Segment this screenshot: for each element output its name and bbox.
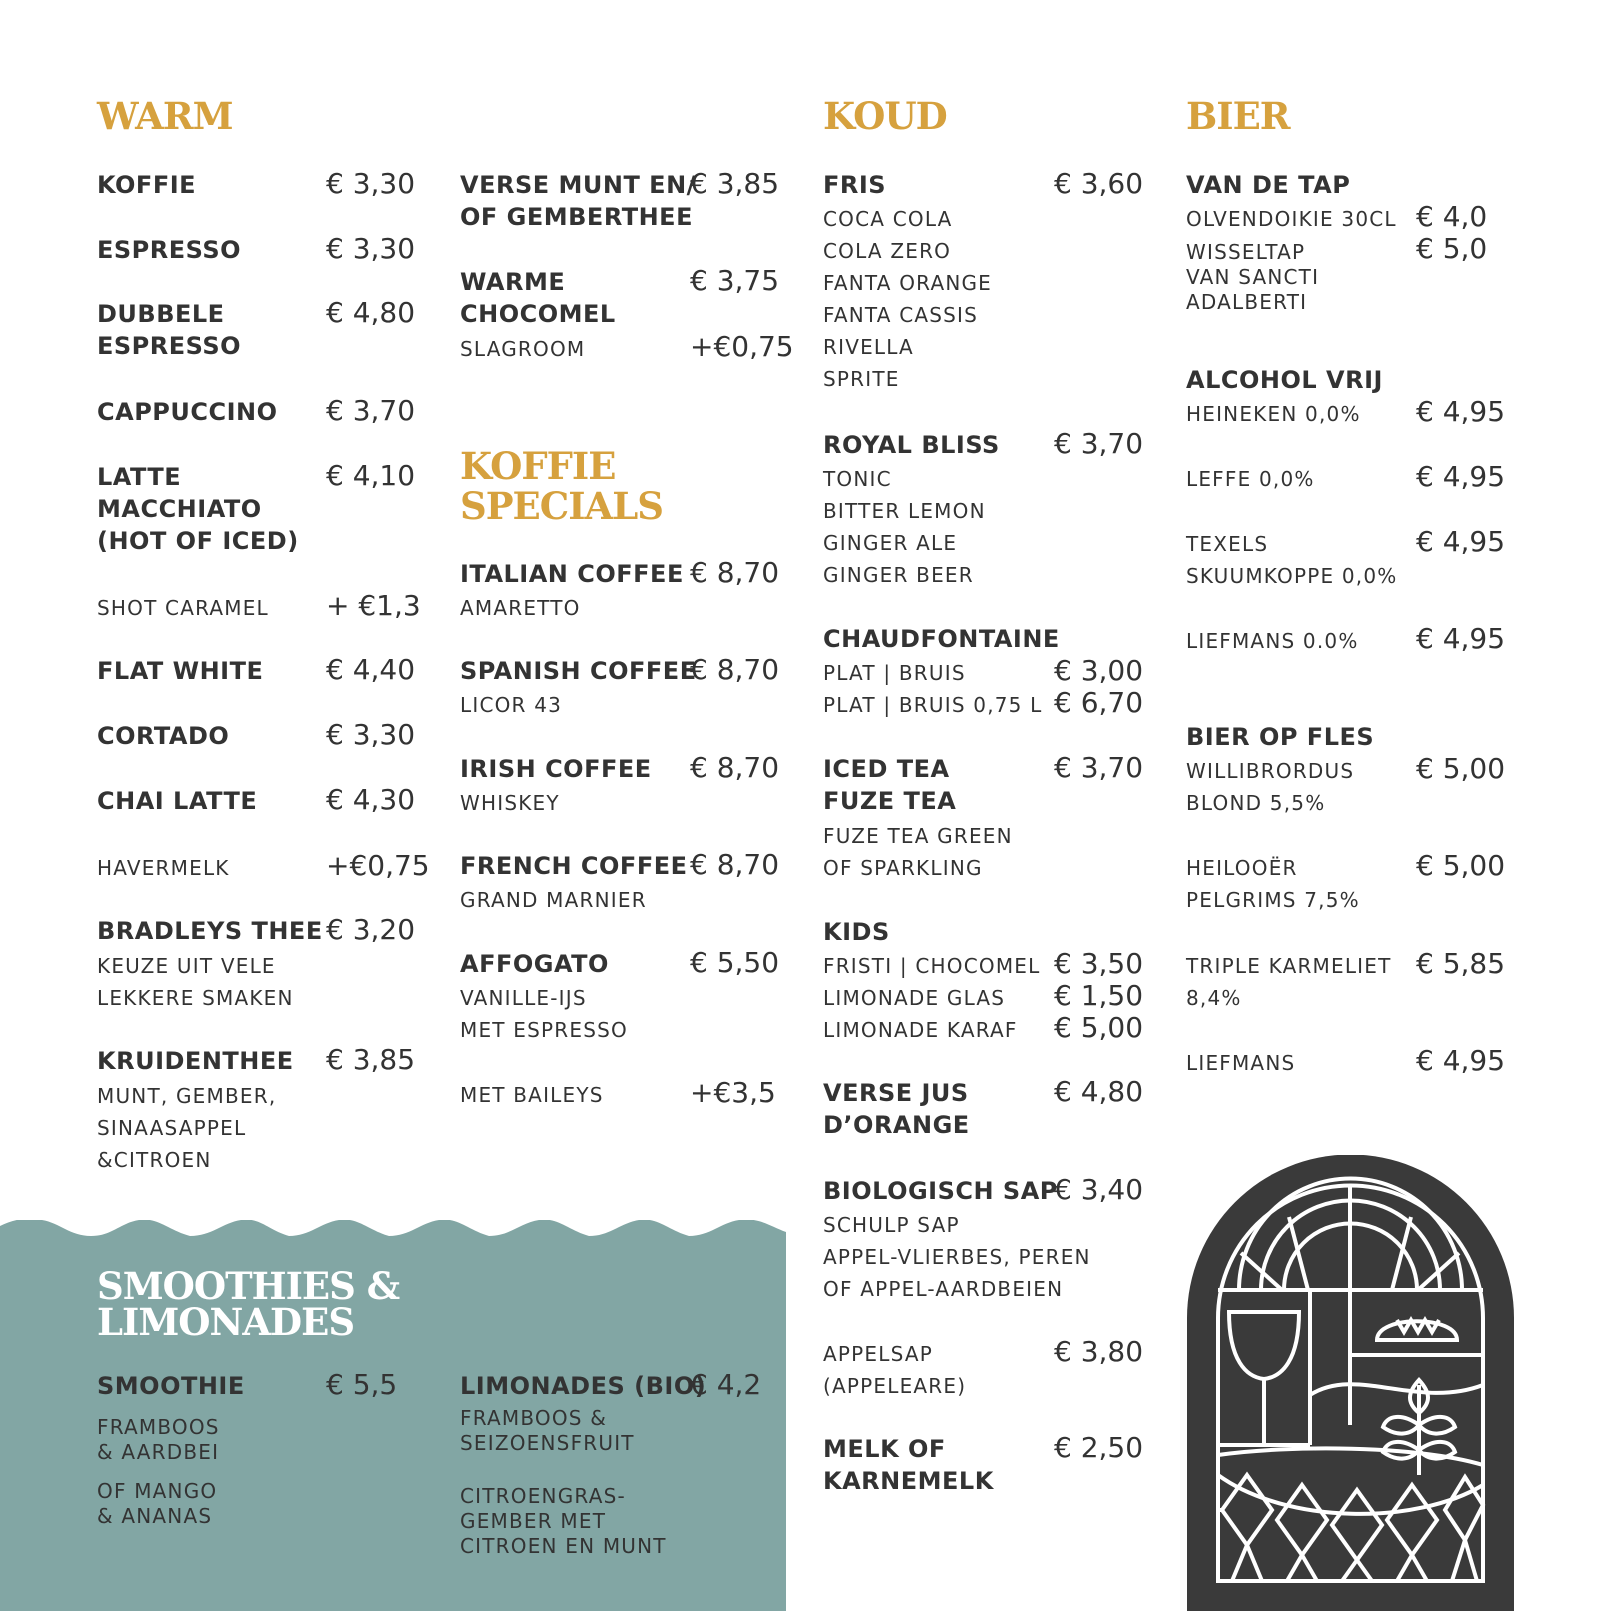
texels-item: TEXELS SKUUMKOPPE 0,0% bbox=[1186, 532, 1398, 588]
espresso-price: € 3,30 bbox=[326, 232, 416, 265]
triple-karmeliet-item: TRIPLE KARMELIET 8,4% bbox=[1186, 954, 1392, 1010]
kids-item: KIDS bbox=[823, 918, 890, 946]
willibrordus-item: WILLIBRORDUS BLOND 5,5% bbox=[1186, 759, 1355, 815]
appelsap-price: € 3,80 bbox=[1054, 1335, 1144, 1368]
koffie-price: € 3,30 bbox=[326, 167, 416, 200]
chai-latte-price: € 4,30 bbox=[326, 783, 416, 816]
iced-tea-price: € 3,70 bbox=[1054, 751, 1144, 784]
chaudfontaine-option-1: PLAT | BRUIS bbox=[823, 661, 966, 685]
limonades-flavor-2: CITROENGRAS- GEMBER MET CITROEN EN MUNT bbox=[460, 1484, 667, 1558]
cappuccino-item: CAPPUCCINO bbox=[97, 398, 278, 426]
biologisch-sap-price: € 3,40 bbox=[1054, 1173, 1144, 1206]
italian-coffee-item: ITALIAN COFFEE bbox=[460, 560, 684, 588]
limonades-price: € 4,2 bbox=[690, 1368, 762, 1401]
met-baileys-price: +€3,5 bbox=[690, 1076, 776, 1109]
alcohol-vrij-item: ALCOHOL VRIJ bbox=[1186, 366, 1383, 394]
melk-price: € 2,50 bbox=[1054, 1431, 1144, 1464]
biologisch-sap-options: SCHULP SAP APPEL-VLIERBES, PEREN OF APPEL-AARDBEIEN bbox=[823, 1213, 1091, 1301]
smoothie-price: € 5,5 bbox=[326, 1368, 398, 1401]
irish-coffee-item: IRISH COFFEE bbox=[460, 755, 652, 783]
van-de-tap-item: VAN DE TAP bbox=[1186, 171, 1351, 199]
kids-price-2: € 1,50 bbox=[1054, 979, 1144, 1012]
kids-price-3: € 5,00 bbox=[1054, 1011, 1144, 1044]
chaudfontaine-option-2: PLAT | BRUIS 0,75 L bbox=[823, 693, 1043, 717]
latte-macchiato-item: LATTE MACCHIATO (HOT OF ICED) bbox=[97, 463, 299, 555]
flat-white-item: FLAT WHITE bbox=[97, 657, 264, 685]
tap-option-2: WISSELTAP VAN SANCTI ADALBERTI bbox=[1186, 240, 1320, 314]
koud-heading: KOUD bbox=[823, 94, 947, 138]
texels-price: € 4,95 bbox=[1416, 525, 1506, 558]
dubbele-espresso-price: € 4,80 bbox=[326, 296, 416, 329]
french-coffee-price: € 8,70 bbox=[690, 848, 780, 881]
warme-chocomel-item: WARME CHOCOMEL bbox=[460, 268, 616, 328]
bradleys-thee-desc: KEUZE UIT VELE LEKKERE SMAKEN bbox=[97, 954, 294, 1010]
heineken-item: HEINEKEN 0,0% bbox=[1186, 402, 1361, 426]
leffe-price: € 4,95 bbox=[1416, 460, 1506, 493]
heineken-price: € 4,95 bbox=[1416, 395, 1506, 428]
tap-price-2: € 5,0 bbox=[1416, 232, 1488, 265]
iced-tea-options: FUZE TEA GREEN OF SPARKLING bbox=[823, 824, 1013, 880]
kids-option-3: LIMONADE KARAF bbox=[823, 1018, 1018, 1042]
bier-op-fles-item: BIER OP FLES bbox=[1186, 723, 1375, 751]
slagroom-price: +€0,75 bbox=[690, 330, 794, 363]
latte-macchiato-price: € 4,10 bbox=[326, 459, 416, 492]
havermelk-extra: HAVERMELK bbox=[97, 856, 230, 880]
french-coffee-item: FRENCH COFFEE bbox=[460, 852, 688, 880]
spanish-coffee-price: € 8,70 bbox=[690, 653, 780, 686]
royal-bliss-options: TONIC BITTER LEMON GINGER ALE GINGER BEER bbox=[823, 467, 986, 587]
affogato-item: AFFOGATO bbox=[460, 950, 609, 978]
cortado-price: € 3,30 bbox=[326, 718, 416, 751]
met-baileys-extra: MET BAILEYS bbox=[460, 1083, 604, 1107]
royal-bliss-item: ROYAL BLISS bbox=[823, 431, 1000, 459]
heilooer-item: HEILOOËR PELGRIMS 7,5% bbox=[1186, 856, 1360, 912]
smoothie-item: SMOOTHIE bbox=[97, 1372, 245, 1400]
koffie-item: KOFFIE bbox=[97, 171, 197, 199]
melk-item: MELK OF KARNEMELK bbox=[823, 1435, 994, 1495]
verse-jus-price: € 4,80 bbox=[1054, 1075, 1144, 1108]
liefmans-item: LIEFMANS bbox=[1186, 1051, 1296, 1075]
shot-caramel-extra: SHOT CARAMEL bbox=[97, 596, 269, 620]
triple-karmeliet-price: € 5,85 bbox=[1416, 947, 1506, 980]
kids-option-2: LIMONADE GLAS bbox=[823, 986, 1006, 1010]
dubbele-espresso-item: DUBBELE ESPRESSO bbox=[97, 300, 242, 360]
verse-jus-item: VERSE JUS D’ORANGE bbox=[823, 1079, 970, 1139]
biologisch-sap-item: BIOLOGISCH SAP bbox=[823, 1177, 1058, 1205]
leffe-item: LEFFE 0,0% bbox=[1186, 467, 1315, 491]
royal-bliss-price: € 3,70 bbox=[1054, 427, 1144, 460]
iced-tea-item: ICED TEA FUZE TEA bbox=[823, 755, 957, 815]
flat-white-price: € 4,40 bbox=[326, 653, 416, 686]
chaudfontaine-item: CHAUDFONTAINE bbox=[823, 625, 1060, 653]
espresso-item: ESPRESSO bbox=[97, 236, 242, 264]
french-coffee-desc: GRAND MARNIER bbox=[460, 888, 647, 912]
bradleys-thee-price: € 3,20 bbox=[326, 913, 416, 946]
cappuccino-price: € 3,70 bbox=[326, 394, 416, 427]
cortado-item: CORTADO bbox=[97, 722, 230, 750]
havermelk-price: +€0,75 bbox=[326, 849, 430, 882]
irish-coffee-desc: WHISKEY bbox=[460, 791, 560, 815]
koffie-specials-heading: KOFFIE SPECIALS bbox=[460, 444, 663, 528]
liefmans-price: € 4,95 bbox=[1416, 1044, 1506, 1077]
limonades-item: LIMONADES (BIO) bbox=[460, 1372, 707, 1400]
chaudfontaine-price-1: € 3,00 bbox=[1054, 654, 1144, 687]
appelsap-item: APPELSAP (APPELEARE) bbox=[823, 1342, 967, 1398]
tap-price-1: € 4,0 bbox=[1416, 200, 1488, 233]
affogato-price: € 5,50 bbox=[690, 946, 780, 979]
shot-caramel-price: + €1,3 bbox=[326, 589, 421, 622]
fris-price: € 3,60 bbox=[1054, 167, 1144, 200]
chai-latte-item: CHAI LATTE bbox=[97, 787, 258, 815]
willibrordus-price: € 5,00 bbox=[1416, 752, 1506, 785]
heilooer-price: € 5,00 bbox=[1416, 849, 1506, 882]
bier-heading: BIER bbox=[1186, 94, 1290, 138]
warme-chocomel-price: € 3,75 bbox=[690, 264, 780, 297]
spanish-coffee-desc: LICOR 43 bbox=[460, 693, 563, 717]
kruidenthee-price: € 3,85 bbox=[326, 1043, 416, 1076]
slagroom-extra: SLAGROOM bbox=[460, 337, 586, 361]
spanish-coffee-item: SPANISH COFFEE bbox=[460, 657, 697, 685]
bradleys-thee-item: BRADLEYS THEE bbox=[97, 917, 323, 945]
tap-option-1: OLVENDOIKIE 30CL bbox=[1186, 207, 1397, 231]
affogato-desc: VANILLE-IJS MET ESPRESSO bbox=[460, 986, 628, 1042]
verse-munt-price: € 3,85 bbox=[690, 167, 780, 200]
italian-coffee-desc: AMARETTO bbox=[460, 596, 581, 620]
fris-item: FRIS bbox=[823, 171, 887, 199]
kids-option-1: FRISTI | CHOCOMEL bbox=[823, 954, 1041, 978]
fris-options: COCA COLA COLA ZERO FANTA ORANGE FANTA CASSIS RIVELLA SPRITE bbox=[823, 207, 993, 391]
smoothie-flavor-1: FRAMBOOS & AARDBEI bbox=[97, 1415, 220, 1464]
italian-coffee-price: € 8,70 bbox=[690, 556, 780, 589]
smoothies-heading: SMOOTHIES & LIMONADES bbox=[97, 1264, 400, 1344]
warm-heading: WARM bbox=[97, 94, 233, 138]
verse-munt-item: VERSE MUNT EN/ OF GEMBERTHEE bbox=[460, 171, 696, 231]
chaudfontaine-price-2: € 6,70 bbox=[1054, 686, 1144, 719]
liefmans-0-price: € 4,95 bbox=[1416, 622, 1506, 655]
limonades-flavor-1: FRAMBOOS & SEIZOENSFRUIT bbox=[460, 1406, 635, 1455]
kids-price-1: € 3,50 bbox=[1054, 947, 1144, 980]
kruidenthee-item: KRUIDENTHEE bbox=[97, 1047, 294, 1075]
liefmans-0-item: LIEFMANS 0.0% bbox=[1186, 629, 1359, 653]
smoothie-flavor-2: OF MANGO & ANANAS bbox=[97, 1479, 218, 1528]
kruidenthee-desc: MUNT, GEMBER, SINAASAPPEL &CITROEN bbox=[97, 1084, 277, 1172]
arch-wine-bread-wheat-icon bbox=[1187, 1155, 1514, 1611]
irish-coffee-price: € 8,70 bbox=[690, 751, 780, 784]
